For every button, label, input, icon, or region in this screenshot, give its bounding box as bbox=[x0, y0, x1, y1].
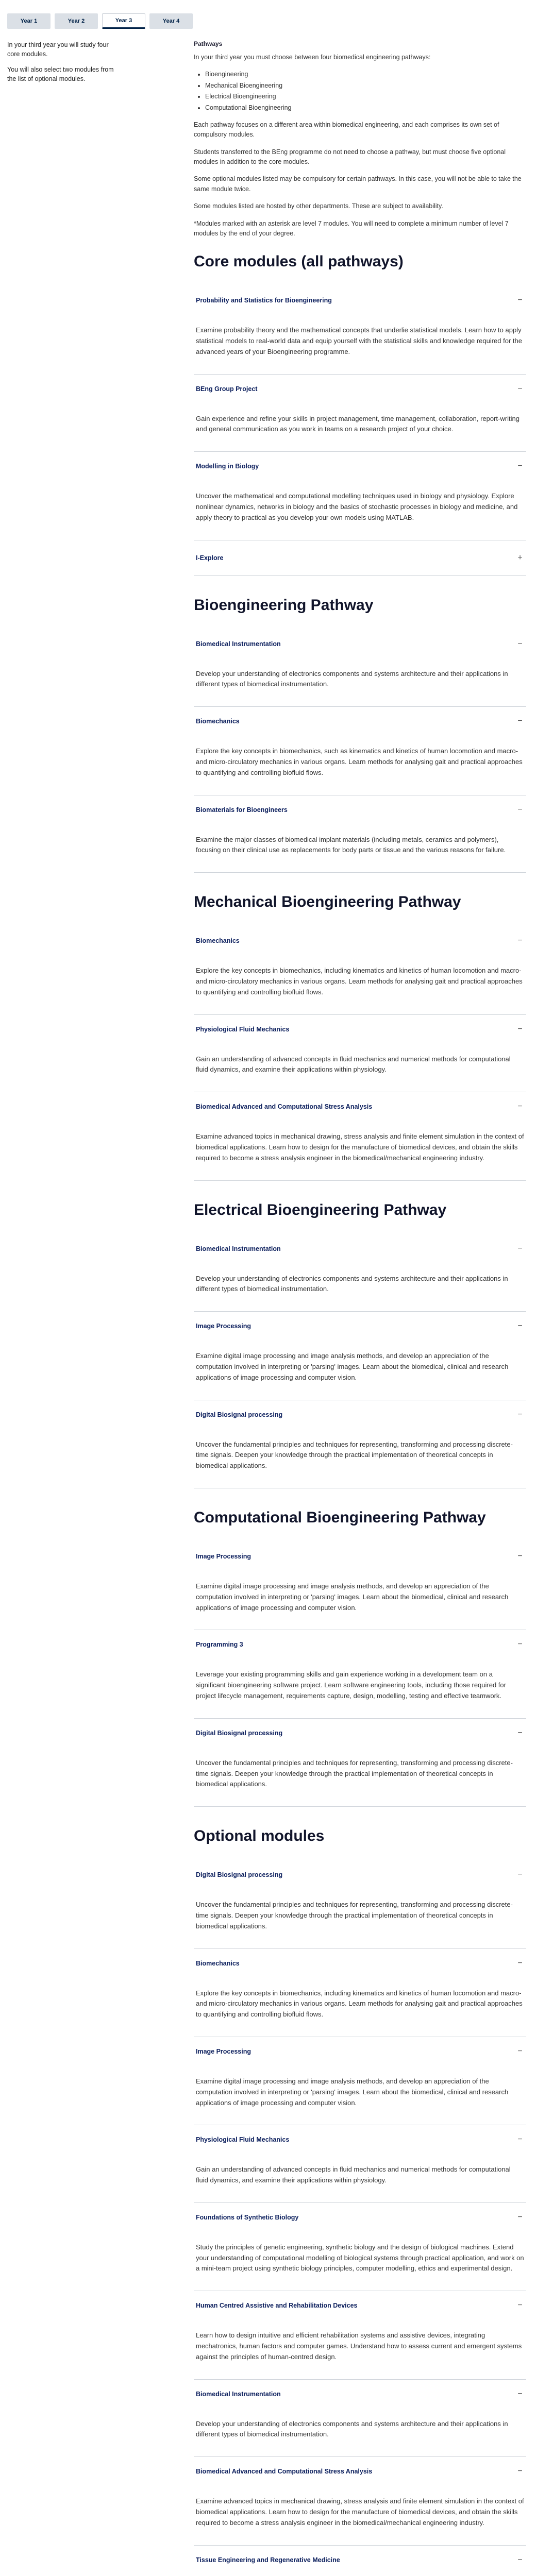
module-description: Examine probability theory and the mathematical concepts that underlie statistical models. Learn how to apply statistical models to real-world data and equip yourself with the statistical skills and knowledge required for the advanced years of your Bioengineering programme. bbox=[196, 326, 522, 355]
minus-icon[interactable]: − bbox=[517, 2135, 523, 2144]
module-accordion bbox=[194, 1860, 526, 2576]
minus-icon[interactable]: − bbox=[517, 936, 523, 945]
module-description: Examine advanced topics in mechanical drawing, stress analysis and finite element simulation in the context of biomedical applications. Learn how to design for the manufacture of biomedical devices, and obtain the skills required to become a stress analysis engineer in the biomedical/mechanical engineering industry. bbox=[196, 1132, 524, 1162]
accordion-toggle[interactable] bbox=[194, 926, 526, 954]
module-title: Biomedical Instrumentation bbox=[196, 640, 281, 648]
accordion-item-physiological-fluid-mechanics bbox=[194, 2125, 526, 2203]
module-description: Explore the key concepts in biomechanics, including kinematics and kinetics of human locomotion and macro- and micro-circulatory mechanics in various organs. Learn methods for analysing gait and practical approaches to quantifying and controlling biofluid flows. bbox=[196, 1989, 523, 2019]
section-title: Optional modules bbox=[194, 1827, 325, 1845]
pathway-list-item: • Electrical Bioengineering bbox=[205, 92, 526, 101]
accordion-item-biomedical-advanced-and-computational-stress-analysis bbox=[194, 1092, 526, 1180]
accordion-toggle[interactable] bbox=[194, 1400, 526, 1428]
accordion-toggle[interactable] bbox=[194, 2546, 526, 2573]
module-accordion bbox=[194, 1542, 526, 1807]
intro-paragraph: Students transferred to the BEng programme do not need to choose a pathway, but must choose five optional modules in addition to the core modules. bbox=[194, 148, 506, 165]
module-title: Image Processing bbox=[196, 2047, 251, 2055]
accordion-item-beng-group-project bbox=[194, 375, 526, 452]
module-description: Examine digital image processing and image analysis methods, and develop an appreciation of the computation involved in interpreting or 'parsing' images. Learn about the biomedical, clinical and research applications of image processing and computer vision. bbox=[196, 1582, 509, 1612]
minus-icon[interactable]: − bbox=[517, 1244, 523, 1253]
accordion-toggle[interactable] bbox=[194, 707, 526, 735]
accordion-toggle[interactable] bbox=[194, 2457, 526, 2485]
module-description: Study the principles of genetic engineering, synthetic biology and the design of biological machines. Extend your understanding of computational modelling of biological systems through practical application, and work on a mini-team project using synthetic biology principles, computer modelling, ethics and experimental design. bbox=[196, 2243, 524, 2273]
accordion-toggle[interactable] bbox=[194, 375, 526, 402]
plus-icon[interactable]: + bbox=[517, 553, 523, 562]
minus-icon[interactable]: − bbox=[517, 1102, 523, 1111]
minus-icon[interactable]: − bbox=[517, 2301, 523, 2310]
tab-year-4[interactable]: Year 4 bbox=[149, 13, 193, 29]
accordion-item-image-processing bbox=[194, 2037, 526, 2125]
sidebar-paragraph: You will also select two modules from the list of optional modules. bbox=[7, 66, 114, 83]
minus-icon[interactable]: − bbox=[517, 1551, 523, 1561]
minus-icon[interactable]: − bbox=[517, 805, 523, 814]
section-title: Bioengineering Pathway bbox=[194, 596, 374, 614]
year-tabs bbox=[0, 0, 553, 33]
minus-icon[interactable]: − bbox=[517, 2467, 523, 2476]
accordion-item-foundations-of-synthetic-biology bbox=[194, 2203, 526, 2291]
module-accordion bbox=[194, 926, 526, 1180]
module-title: Biomechanics bbox=[196, 937, 240, 945]
minus-icon[interactable]: − bbox=[517, 1024, 523, 1033]
module-title: Physiological Fluid Mechanics bbox=[196, 1025, 290, 1033]
pathway-list-item: • Bioengineering bbox=[205, 70, 526, 79]
tab-year-2[interactable]: Year 2 bbox=[55, 13, 98, 29]
accordion-item-probability-and-statistics-for-bioengineering bbox=[194, 286, 526, 374]
module-title: Biomaterials for Bioengineers bbox=[196, 806, 288, 814]
minus-icon[interactable]: − bbox=[517, 1640, 523, 1649]
pathway-list-item: • Computational Bioengineering bbox=[205, 103, 526, 113]
module-description: Gain an understanding of advanced concepts in fluid mechanics and numerical methods for computational fluid dynamics, and examine their applications within physiology. bbox=[196, 1055, 511, 1074]
module-title: Image Processing bbox=[196, 1323, 251, 1330]
module-title: Human Centred Assistive and Rehabilitation Devices bbox=[196, 2302, 358, 2310]
module-accordion bbox=[194, 1234, 526, 1488]
accordion-item-biomedical-instrumentation bbox=[194, 2380, 526, 2458]
intro-paragraph: Some optional modules listed may be compulsory for certain pathways. In this case, you will not be able to take the same module twice. bbox=[194, 175, 522, 193]
module-description: Uncover the fundamental principles and techniques for representing, transforming and processing discrete-time signals. Deepen your knowledge through the practical implementation of theoretical concepts in biomedical applications. bbox=[196, 1758, 513, 1788]
accordion-item-image-processing bbox=[194, 1542, 526, 1630]
tab-year-3[interactable]: Year 3 bbox=[102, 13, 145, 29]
module-description: Gain an understanding of advanced concepts in fluid mechanics and numerical methods for computational fluid dynamics, and examine their applications within physiology. bbox=[196, 2165, 511, 2184]
module-title: Foundations of Synthetic Biology bbox=[196, 2213, 299, 2221]
module-title: I-Explore bbox=[196, 554, 224, 562]
minus-icon[interactable]: − bbox=[517, 1870, 523, 1879]
module-title: Tissue Engineering and Regenerative Medicine bbox=[196, 2556, 340, 2564]
accordion-toggle[interactable] bbox=[194, 1630, 526, 1658]
module-description: Develop your understanding of electronics components and systems architecture and their applications in different types of biomedical instrumentation. bbox=[196, 669, 508, 688]
accordion-toggle[interactable] bbox=[194, 1542, 526, 1570]
accordion-toggle[interactable] bbox=[194, 2037, 526, 2065]
accordion-item-biomechanics bbox=[194, 926, 526, 1014]
module-description: Gain experience and refine your skills in project management, time management, collaboration, report-writing and general communication as you work in teams on a research project of your choice. bbox=[196, 414, 520, 433]
module-description: Develop your understanding of electronics components and systems architecture and their applications in different types of biomedical instrumentation. bbox=[196, 1274, 508, 1293]
module-title: Digital Biosignal processing bbox=[196, 1871, 283, 1879]
module-title: Biomedical Advanced and Computational Stress Analysis bbox=[196, 2468, 373, 2476]
accordion-item-tissue-engineering-and-regenerative-medicine bbox=[194, 2546, 526, 2576]
module-description: Explore the key concepts in biomechanics, including kinematics and kinetics of human locomotion and macro- and micro-circulatory mechanics in various organs. Learn methods for analysing gait and practical approaches to quantifying and controlling biofluid flows. bbox=[196, 967, 523, 996]
module-accordion bbox=[194, 630, 526, 873]
accordion-toggle[interactable] bbox=[194, 795, 526, 823]
minus-icon[interactable]: − bbox=[517, 462, 523, 471]
content-layout bbox=[0, 33, 553, 2576]
accordion-item-biomechanics bbox=[194, 707, 526, 795]
section-title: Mechanical Bioengineering Pathway bbox=[194, 893, 461, 911]
module-accordion bbox=[194, 286, 526, 575]
main-content bbox=[194, 40, 526, 2576]
accordion-item-digital-biosignal-processing bbox=[194, 1400, 526, 1488]
accordion-toggle[interactable] bbox=[194, 1234, 526, 1262]
minus-icon[interactable]: − bbox=[517, 296, 523, 305]
pathways-heading: Pathways bbox=[194, 40, 223, 47]
accordion-item-biomedical-advanced-and-computational-stress-analysis bbox=[194, 2457, 526, 2545]
tab-year-1[interactable]: Year 1 bbox=[7, 13, 51, 29]
module-sections bbox=[194, 253, 526, 2576]
sidebar-summary bbox=[0, 40, 124, 2576]
intro-paragraph: In your third year you must choose between four biomedical engineering pathways: bbox=[194, 54, 431, 61]
module-description: Leverage your existing programming skills and gain experience working in a development team on a significant bioengineering software project. Learn software engineering tools, including those required for project lifecycle management, requirements capture, design, modelling, testing and effective teamwork. bbox=[196, 1670, 506, 1700]
accordion-toggle[interactable] bbox=[194, 630, 526, 657]
module-description: Examine advanced topics in mechanical drawing, stress analysis and finite element simulation in the context of biomedical applications. Learn how to design for the manufacture of biomedical devices, and obtain the skills required to become a stress analysis engineer in the biomedical/mechanical engineering industry. bbox=[196, 2497, 524, 2527]
accordion-toggle[interactable] bbox=[194, 1860, 526, 1888]
accordion-item-biomedical-instrumentation bbox=[194, 1234, 526, 1312]
sidebar-paragraph: In your third year you will study four core modules. bbox=[7, 41, 109, 58]
accordion-toggle[interactable] bbox=[194, 540, 526, 575]
accordion-toggle[interactable] bbox=[194, 452, 526, 480]
module-title: Physiological Fluid Mechanics bbox=[196, 2136, 290, 2144]
accordion-item-digital-biosignal-processing bbox=[194, 1860, 526, 1948]
module-description: Uncover the fundamental principles and techniques for representing, transforming and processing discrete-time signals. Deepen your knowledge through the practical implementation of theoretical concepts in biomedical applications. bbox=[196, 1901, 513, 1930]
module-description: Examine digital image processing and image analysis methods, and develop an appreciation of the computation involved in interpreting or 'parsing' images. Learn about the biomedical, clinical and research applications of image processing and computer vision. bbox=[196, 1352, 509, 1381]
accordion-toggle[interactable] bbox=[194, 2380, 526, 2408]
module-description: Learn how to design intuitive and efficient rehabilitation systems and assistive devices, integrating mechatronics, human factors and computer games. Understand how to assess current and emergent systems against the principles of human-centred design. bbox=[196, 2331, 522, 2361]
module-title: Biomechanics bbox=[196, 1959, 240, 1967]
accordion-toggle[interactable] bbox=[194, 2125, 526, 2153]
module-title: Image Processing bbox=[196, 1552, 251, 1560]
accordion-item-biomedical-instrumentation bbox=[194, 630, 526, 707]
accordion-toggle[interactable] bbox=[194, 1015, 526, 1043]
module-title: Biomedical Advanced and Computational Stress Analysis bbox=[196, 1103, 373, 1111]
accordion-toggle[interactable] bbox=[194, 2291, 526, 2319]
module-title: Digital Biosignal processing bbox=[196, 1729, 283, 1737]
accordion-toggle[interactable] bbox=[194, 1092, 526, 1120]
minus-icon[interactable]: − bbox=[517, 1728, 523, 1737]
accordion-item-digital-biosignal-processing bbox=[194, 1719, 526, 1807]
module-title: Biomechanics bbox=[196, 718, 240, 725]
section-title: Electrical Bioengineering Pathway bbox=[194, 1201, 447, 1218]
module-description bbox=[194, 2573, 526, 2576]
minus-icon[interactable]: − bbox=[517, 2555, 523, 2564]
module-title: Modelling in Biology bbox=[196, 463, 259, 470]
module-title: Biomedical Instrumentation bbox=[196, 1245, 281, 1252]
accordion-item-human-centred-assistive-and-rehabilitation-devices bbox=[194, 2291, 526, 2379]
intro-paragraph: Some modules listed are hosted by other departments. These are subject to availability. bbox=[194, 202, 443, 210]
module-title: Digital Biosignal processing bbox=[196, 1411, 283, 1418]
module-description: Uncover the mathematical and computational modelling techniques used in biology and physiology. Explore nonlinear dynamics, networks in biology and the basics of stochastic processes in biology and medicine, and apply theory to practical as you develop your own models using MATLAB. bbox=[196, 492, 518, 521]
accordion-toggle[interactable] bbox=[194, 1719, 526, 1747]
accordion-toggle[interactable] bbox=[194, 1312, 526, 1340]
module-description: Examine the major classes of biomedical implant materials (including metals, ceramics and polymers), focusing on their clinical use as replacements for body parts or tissue and the various reasons for failure. bbox=[196, 835, 506, 854]
accordion-item-image-processing bbox=[194, 1312, 526, 1400]
minus-icon[interactable]: − bbox=[517, 717, 523, 726]
module-title: Programming 3 bbox=[196, 1641, 243, 1649]
minus-icon[interactable]: − bbox=[517, 1958, 523, 1968]
accordion-item-biomechanics bbox=[194, 1949, 526, 2037]
minus-icon[interactable]: − bbox=[517, 639, 523, 648]
module-description: Uncover the fundamental principles and techniques for representing, transforming and processing discrete-time signals. Deepen your knowledge through the practical implementation of theoretical concepts in biomedical applications. bbox=[196, 1440, 513, 1470]
module-description: Develop your understanding of electronics components and systems architecture and their applications in different types of biomedical instrumentation. bbox=[196, 2419, 508, 2438]
accordion-toggle[interactable] bbox=[194, 286, 526, 314]
module-title: Biomedical Instrumentation bbox=[196, 2390, 281, 2398]
minus-icon[interactable]: − bbox=[517, 1410, 523, 1419]
accordion-item-physiological-fluid-mechanics bbox=[194, 1015, 526, 1093]
minus-icon[interactable]: − bbox=[517, 2046, 523, 2056]
minus-icon[interactable]: − bbox=[517, 2212, 523, 2222]
pathways-intro bbox=[194, 40, 526, 239]
module-title: BEng Group Project bbox=[196, 385, 258, 393]
accordion-toggle[interactable] bbox=[194, 1949, 526, 1977]
accordion-item-biomaterials-for-bioengineers bbox=[194, 795, 526, 873]
section-title: Computational Bioengineering Pathway bbox=[194, 1509, 486, 1526]
intro-paragraph: Each pathway focuses on a different area within biomedical engineering, and each comprises its own set of compulsory modules. bbox=[194, 121, 499, 139]
minus-icon[interactable]: − bbox=[517, 384, 523, 393]
section-title: Core modules (all pathways) bbox=[194, 253, 404, 270]
pathway-list-item: • Mechanical Bioengineering bbox=[205, 81, 526, 91]
accordion-toggle[interactable] bbox=[194, 2203, 526, 2231]
accordion-item-i-explore bbox=[194, 540, 526, 576]
module-description: Examine digital image processing and image analysis methods, and develop an appreciation of the computation involved in interpreting or 'parsing' images. Learn about the biomedical, clinical and research applications of image processing and computer vision. bbox=[196, 2077, 509, 2107]
pathway-list bbox=[205, 70, 526, 113]
accordion-item-modelling-in-biology bbox=[194, 452, 526, 540]
minus-icon[interactable]: − bbox=[517, 2389, 523, 2398]
module-title: Probability and Statistics for Bioengineering bbox=[196, 297, 332, 304]
accordion-item-programming-3 bbox=[194, 1630, 526, 1718]
minus-icon[interactable]: − bbox=[517, 1321, 523, 1331]
module-description: Explore the key concepts in biomechanics, such as kinematics and kinetics of human locomotion and macro- and micro-circulatory mechanics in various organs. Learn methods for analysing gait and practical approaches to quantifying and controlling biofluid flows. bbox=[196, 747, 523, 776]
intro-paragraph: *Modules marked with an asterisk are level 7 modules. You will need to complete a minimum number of level 7 modules by the end of your degree. bbox=[194, 219, 509, 237]
